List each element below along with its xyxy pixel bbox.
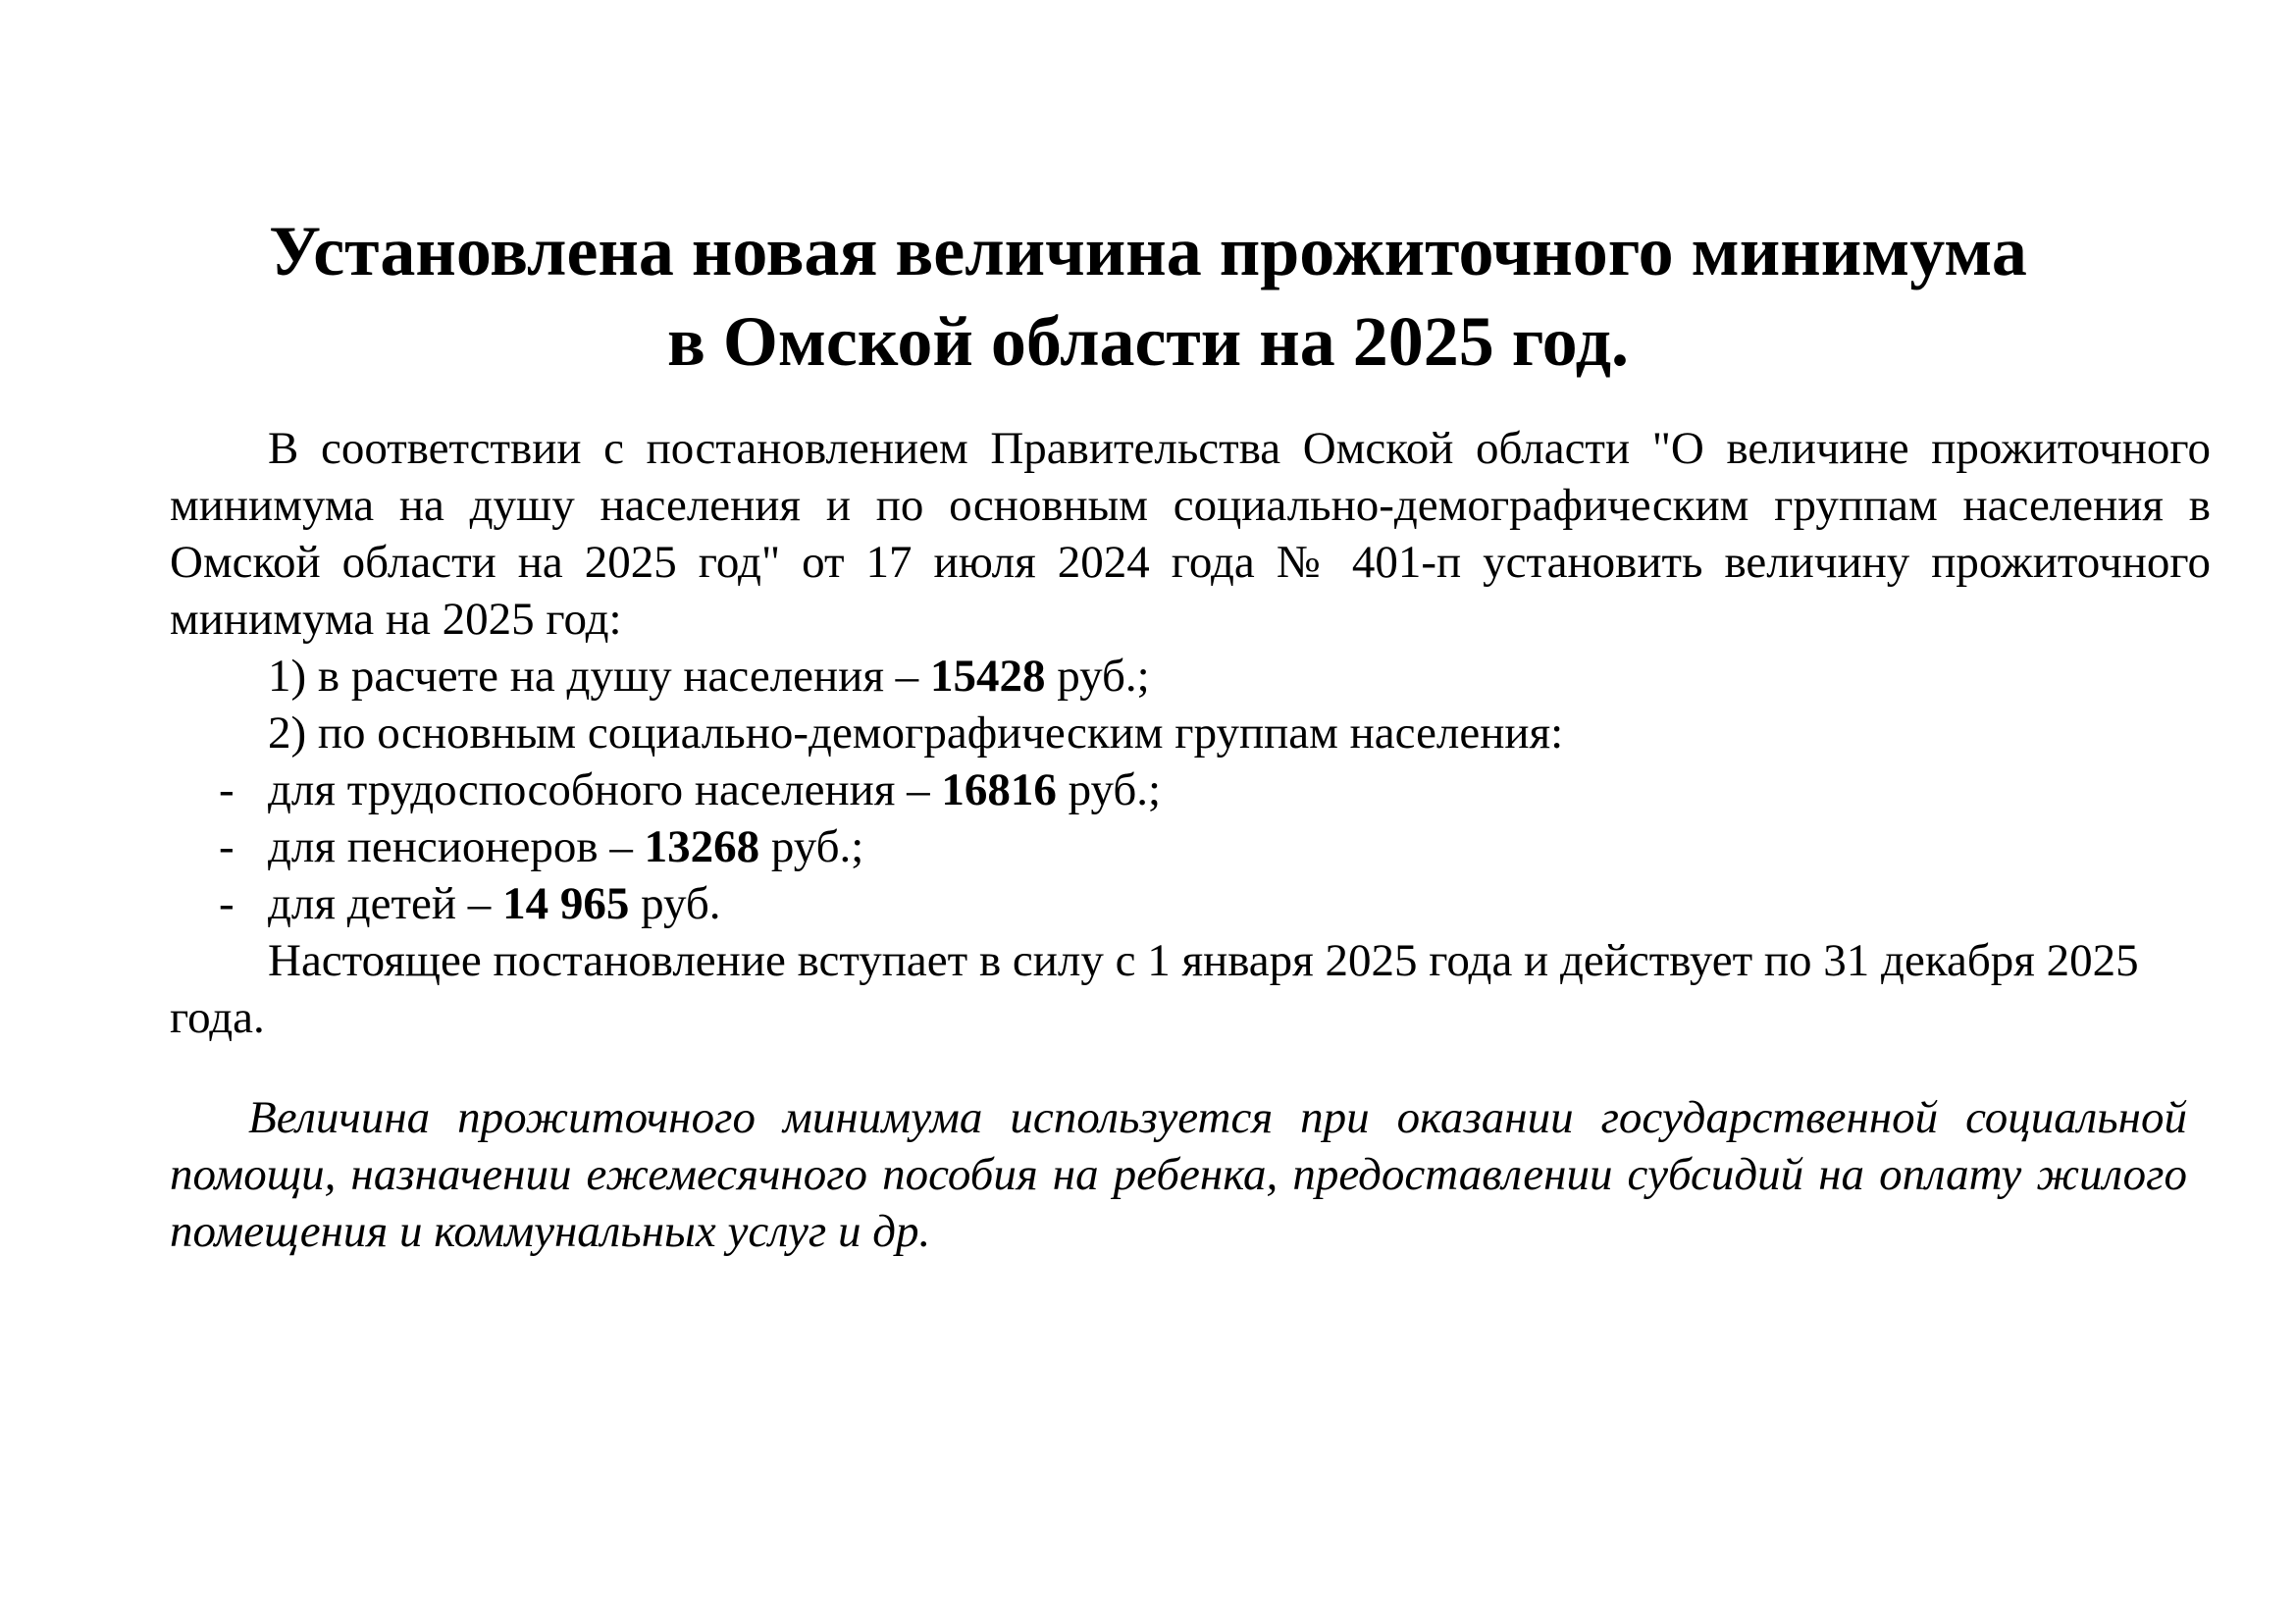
group-value: 13268 xyxy=(644,821,760,872)
dash-marker: - xyxy=(219,821,235,872)
item-per-capita-value: 15428 xyxy=(929,651,1046,702)
group-unit: руб. xyxy=(629,878,721,929)
title-line-2: в Омской области на 2025 год. xyxy=(666,302,1630,381)
effective-date-paragraph: Настоящее постановление вступает в силу с 1 января 2025 года и действует по 31 декабря 2025 года. xyxy=(170,935,2139,1043)
title-line-1: Установлена новая величина прожиточного минимума xyxy=(269,212,2027,290)
intro-paragraph: В соответствии с постановлением Правительства Омской области "О величине прожиточного минимума на душу населения и по основным социально-демографическим группам населения в Омской области на 2025 год" от 17 июля 2024 года № 401-п установить величину прожиточного минимума на 2025 год: xyxy=(170,423,2211,645)
group-value: 14 965 xyxy=(502,878,630,929)
item-groups-heading: 2) по основным социально-демографическим группам населения: xyxy=(268,707,1564,759)
group-unit: руб.; xyxy=(1056,764,1162,815)
document-title xyxy=(167,206,2129,387)
group-label: для пенсионеров – xyxy=(268,821,645,872)
item-per-capita xyxy=(170,648,2211,705)
group-label: для трудоспособного населения – xyxy=(268,764,942,815)
group-label: для детей – xyxy=(268,878,503,929)
item-per-capita-prefix: 1) в расчете на душу населения – xyxy=(268,651,930,702)
group-value: 16816 xyxy=(941,764,1057,815)
dash-marker: - xyxy=(219,878,235,929)
usage-note: Величина прожиточного минимума используется при оказании государственной социальной помощи, назначении ежемесячного пособия на ребенка, предоставлении субсидий на оплату жилого помещения и коммунальных услуг и др. xyxy=(170,1092,2187,1257)
group-unit: руб.; xyxy=(759,821,864,872)
document-body xyxy=(170,420,2211,1046)
item-per-capita-suffix: руб.; xyxy=(1045,651,1150,702)
group-children xyxy=(170,875,2211,932)
dash-marker: - xyxy=(219,764,235,815)
group-working-age xyxy=(170,761,2211,818)
group-pensioners xyxy=(170,818,2211,875)
